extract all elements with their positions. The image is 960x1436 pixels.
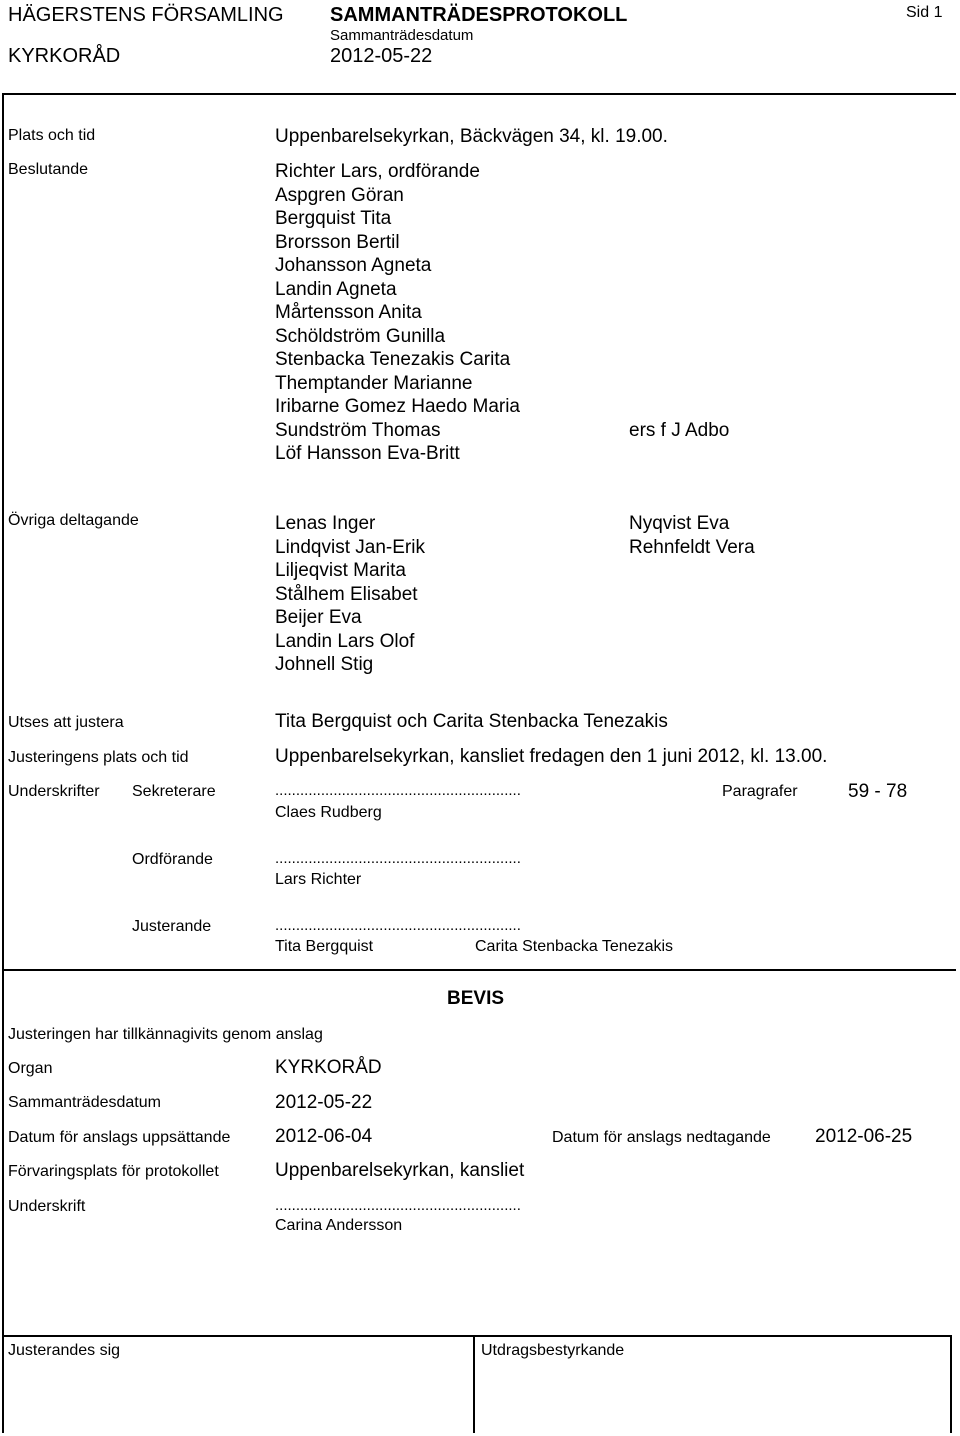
list-item: Johnell Stig: [275, 654, 374, 675]
list-item: Mårtensson Anita: [275, 302, 422, 323]
chair-signature-line: ...........................................................: [275, 850, 521, 867]
list-item: Landin Agneta: [275, 278, 397, 300]
list-item: Bergquist Tita: [275, 208, 392, 229]
place-value: Uppenbarelsekyrkan, Bäckvägen 34, kl. 19.00.: [275, 126, 668, 147]
posted-label: Datum för anslags uppsättande: [8, 1129, 231, 1146]
list-item: Stålhem Elisabet: [275, 583, 418, 605]
sign-name: Carina Andersson: [275, 1217, 403, 1234]
list-item: Liljeqvist Marita: [275, 560, 406, 581]
list-item: Richter Lars, ordförande: [275, 161, 480, 182]
list-item: Lenas Inger: [275, 513, 376, 534]
adjust-place-label: Justeringens plats och tid: [8, 749, 189, 766]
deciding-label: Beslutande: [8, 161, 89, 178]
list-item: Brorsson Bertil: [275, 231, 400, 253]
adjuster-name-2: Carita Stenbacka Tenezakis: [475, 938, 674, 955]
list-item: Beijer Eva: [275, 607, 362, 628]
header-date-label: Sammanträdesdatum: [330, 27, 474, 44]
list-item: Sundström Thomas: [275, 419, 441, 441]
adjusters-signature-line: ...........................................................: [275, 917, 521, 934]
list-item: Landin Lars Olof: [275, 630, 415, 652]
storage-label: Förvaringsplats för protokollet: [8, 1163, 219, 1180]
organ-value: KYRKORÅD: [275, 1057, 382, 1078]
document-title: SAMMANTRÄDESPROTOKOLL: [330, 4, 628, 26]
list-item: Stenbacka Tenezakis Carita: [275, 349, 511, 370]
organization-name: HÄGERSTENS FÖRSAMLING: [8, 4, 284, 26]
sign-label: Underskrift: [8, 1198, 86, 1215]
adjust-label: Utses att justera: [8, 714, 124, 731]
removed-label: Datum för anslags nedtagande: [552, 1129, 771, 1146]
place-label: Plats och tid: [8, 127, 96, 144]
storage-value: Uppenbarelsekyrkan, kansliet: [275, 1160, 525, 1181]
signature-divider: [2, 969, 956, 971]
adjust-value: Tita Bergquist och Carita Stenbacka Tenezakis: [275, 711, 668, 732]
list-item: Lindqvist Jan-Erik: [275, 536, 425, 558]
secretary-signature-line: ...........................................................: [275, 782, 521, 799]
list-item: Nyqvist Eva: [629, 513, 730, 534]
sign-line: ...........................................................: [275, 1197, 521, 1214]
others-label: Övriga deltagande: [8, 512, 139, 529]
others-list-col1: [275, 512, 425, 677]
signatures-label: Underskrifter: [8, 783, 100, 800]
list-item: Iribarne Gomez Haedo Maria: [275, 396, 520, 417]
page-number: Sid 1: [906, 4, 943, 21]
footer-extract-certified: Utdragsbestyrkande: [481, 1342, 625, 1359]
paragraphs-value: 59 - 78: [848, 781, 908, 802]
footer-divider: [2, 1335, 952, 1337]
adjuster-name-1: Tita Bergquist: [275, 938, 374, 955]
others-list-col2: [629, 512, 755, 559]
bevis-date-value: 2012-05-22: [275, 1092, 373, 1113]
list-item: Löf Hansson Eva-Britt: [275, 443, 460, 464]
list-item: Themptander Marianne: [275, 372, 473, 394]
secretary-label: Sekreterare: [132, 783, 216, 800]
header-body: KYRKORÅD: [8, 45, 121, 67]
footer-adjusters-sig: Justerandes sig: [8, 1342, 121, 1359]
footer-middle-divider: [473, 1335, 475, 1433]
organ-label: Organ: [8, 1060, 53, 1077]
chair-name: Lars Richter: [275, 871, 362, 888]
deciding-list: [275, 160, 520, 466]
adjust-place-value: Uppenbarelsekyrkan, kansliet fredagen den 1 juni 2012, kl. 13.00.: [275, 746, 828, 767]
chair-label: Ordförande: [132, 851, 213, 868]
list-item: Aspgren Göran: [275, 184, 404, 206]
secretary-name: Claes Rudberg: [275, 804, 382, 821]
adjusters-label: Justerande: [132, 918, 212, 935]
bevis-date-label: Sammanträdesdatum: [8, 1094, 161, 1111]
list-item: Schöldström Gunilla: [275, 325, 446, 347]
left-border: [2, 93, 4, 1433]
paragraphs-label: Paragrafer: [722, 783, 798, 800]
announced-text: Justeringen har tillkännagivits genom anslag: [8, 1026, 323, 1043]
top-border: [2, 93, 956, 95]
list-item: Rehnfeldt Vera: [629, 536, 755, 558]
deciding-note: ers f J Adbo: [629, 420, 730, 441]
list-item: Johansson Agneta: [275, 255, 432, 276]
removed-value: 2012-06-25: [815, 1126, 913, 1147]
posted-value: 2012-06-04: [275, 1126, 373, 1147]
header-date: 2012-05-22: [330, 45, 433, 67]
footer-right-border: [950, 1335, 952, 1433]
bevis-title: BEVIS: [447, 988, 505, 1009]
